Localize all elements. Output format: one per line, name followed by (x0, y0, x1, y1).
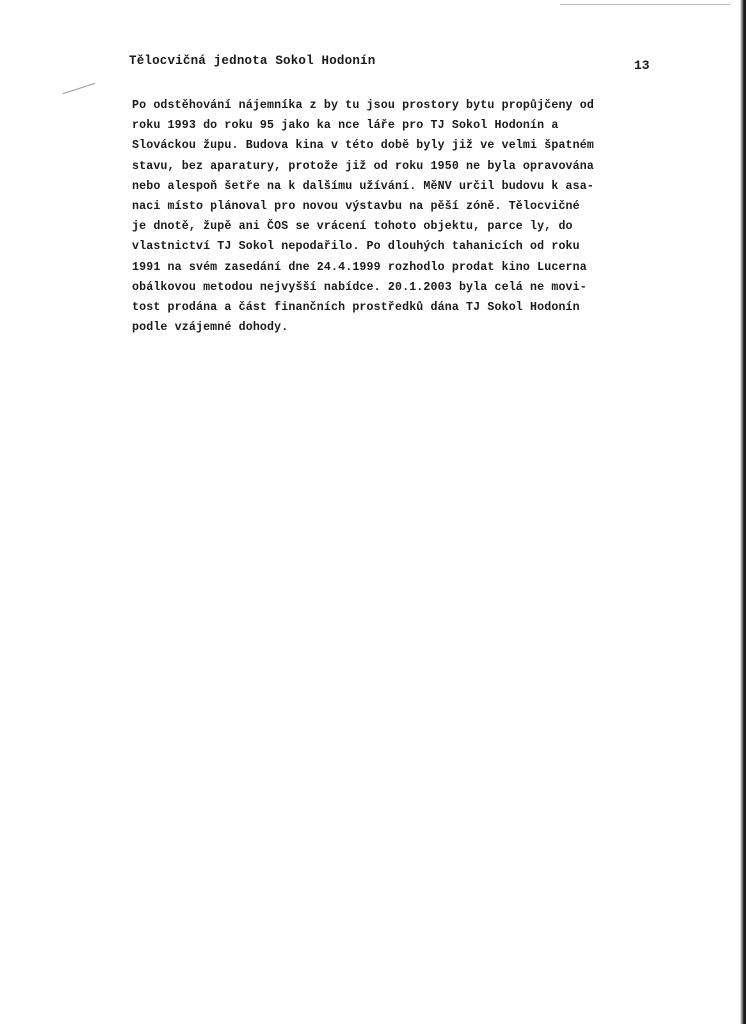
text-line: podle vzájemné dohody. (132, 321, 289, 335)
scan-edge-mark (560, 4, 730, 5)
text-line: tost prodána a část finančních prostředků dána TJ Sokol Hodonín (132, 301, 580, 315)
text-line: nebo alespoň šetře na k dalšímu užívání. MěNV určil budovu k asa- (132, 179, 594, 193)
text-line: Po odstěhování nájemníka z by tu jsou prostory bytu propůjčeny od (132, 99, 594, 112)
scan-edge-shadow (740, 0, 746, 1024)
text-line: 1991 na svém zasedání dne 24.4.1999 rozhodlo prodat kino Lucerna (132, 260, 587, 274)
text-line: stavu, bez aparatury, protože již od roku 1950 ne byla opravována (132, 159, 594, 173)
text-line: roku 1993 do roku 95 jako ka nce láře pro TJ Sokol Hodonín a (132, 119, 559, 133)
text-line: naci místo plánoval pro novou výstavbu na pěší zóně. Tělocvičné (132, 200, 580, 214)
text-line: vlastnictví TJ Sokol nepodařilo. Po dlouhých tahanicích od roku (132, 240, 580, 254)
body-paragraph (132, 96, 652, 338)
margin-pencil-mark (63, 83, 96, 94)
text-line: obálkovou metodou nejvyšší nabídce. 20.1.2003 byla celá ne movi- (132, 280, 587, 294)
page-number: 13 (634, 58, 650, 73)
page-header-title: Tělocvičná jednota Sokol Hodonín (129, 54, 376, 68)
text-line: je dnotě, župě ani ČOS se vrácení tohoto objektu, parce ly, do (132, 220, 573, 234)
text-line: Slováckou župu. Budova kina v této době byly již ve velmi špatném (132, 139, 594, 153)
